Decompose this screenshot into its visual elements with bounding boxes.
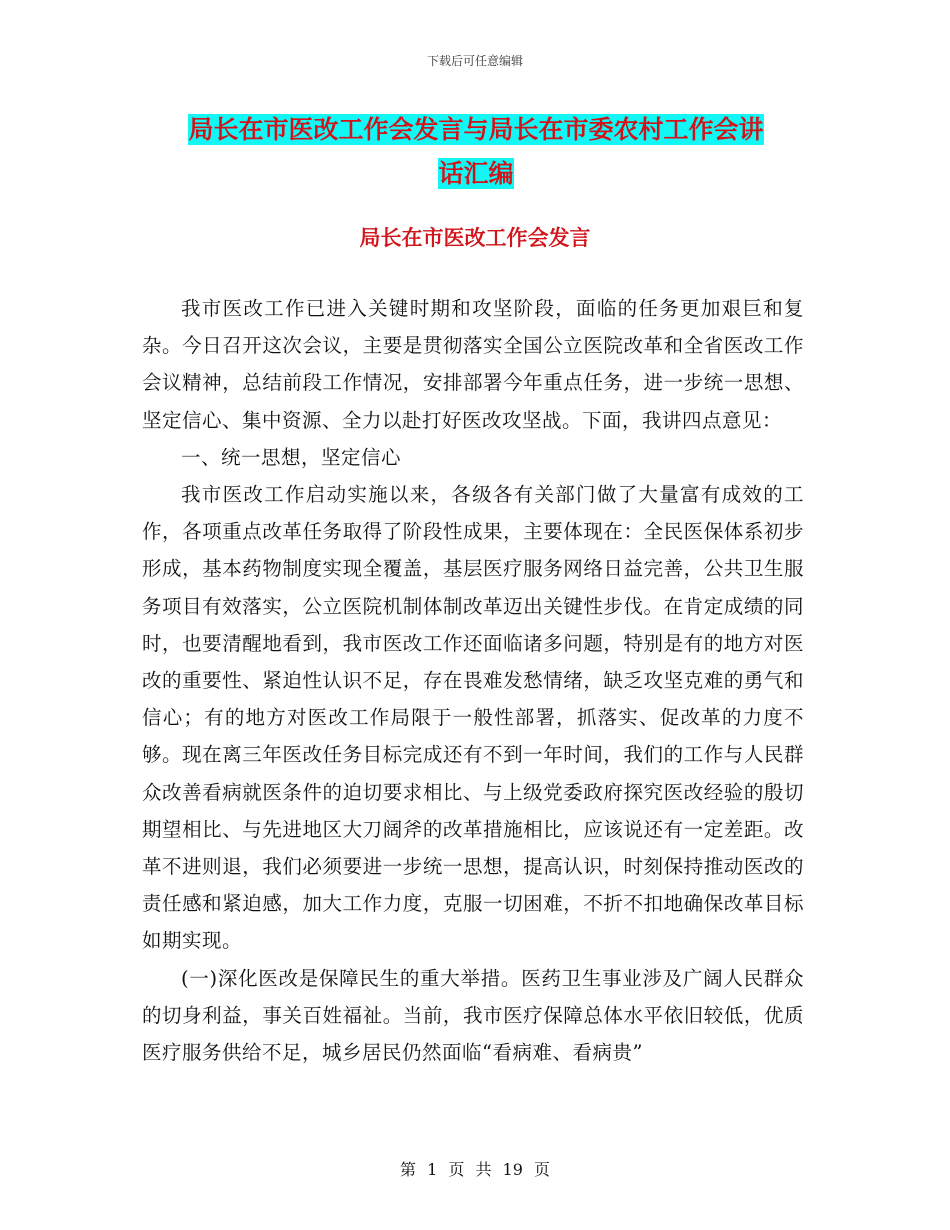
- paragraph: 我市医改工作启动实施以来，各级各有关部门做了大量富有成效的工作，各项重点改革任务取得了阶段性成果，主要体现在：全民医保体系初步形成，基本药物制度实现全覆盖，基层医疗服务网络日益完善，公共卫生服务项目有效落实，公立医院机制体制改革迈出关键性步伐。在肯定成绩的同时，也要清醒地看到，我市医改工作还面临诸多问题，特别是有的地方对医改的重要性、紧迫性认识不足，存在畏难发愁情绪，缺乏攻坚克难的勇气和信心；有的地方对医改工作局限于一般性部署，抓落实、促改革的力度不够。现在离三年医改任务目标完成还有不到一年时间，我们的工作与人民群众改善看病就医条件的迫切要求相比、与上级党委政府探究医改经验的殷切期望相比、与先进地区大刀阔斧的改革措施相比，应该说还有一定差距。改革不进则退，我们必须要进一步统一思想，提高认识，时刻保持推动医改的责任感和紧迫感，加大工作力度，克服一切困难，不折不扣地确保改革目标如期实现。: [142, 483, 804, 953]
- header-note: 下载后可任意编辑: [426, 54, 523, 68]
- title-line-2: 话汇编: [438, 159, 514, 188]
- page-number-footer: 第 1 页 共 19 页: [400, 1160, 550, 1179]
- body-text: [142, 290, 804, 1071]
- section-title: 局长在市医改工作会发言: [359, 226, 591, 250]
- paragraph: (一)深化医改是保障民生的重大举措。医药卫生事业涉及广阔人民群众的切身利益，事关百姓福祉。当前，我市医疗保障总体水平依旧较低，优质医疗服务供给不足，城乡居民仍然面临“看病难、看病贵”: [142, 966, 804, 1065]
- paragraph: 我市医改工作已进入关键时期和攻坚阶段，面临的任务更加艰巨和复杂。今日召开这次会议，主要是贯彻落实全国公立医院改革和全省医改工作会议精神，总结前段工作情况，安排部署今年重点任务，进一步统一思想、坚定信心、集中资源、全力以赴打好医改攻坚战。下面，我讲四点意见：: [142, 297, 804, 432]
- title-line-1: 局长在市医改工作会发言与局长在市委农村工作会讲: [188, 115, 764, 144]
- section-heading: 一、统一思想，坚定信心: [181, 445, 402, 469]
- document-title: [142, 108, 810, 196]
